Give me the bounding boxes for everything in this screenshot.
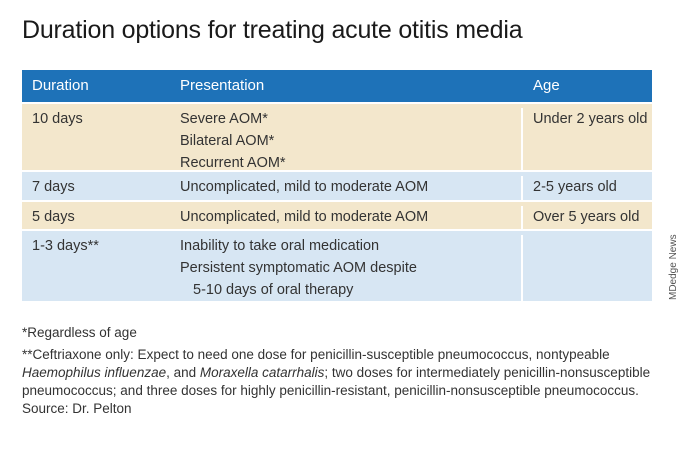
duration-cell: 7 days (32, 179, 75, 195)
age-cell (523, 235, 652, 301)
presentation-line: Recurrent AOM* (180, 155, 286, 171)
presentation-line: 5-10 days of oral therapy (193, 282, 354, 298)
header-age: Age (533, 77, 560, 94)
presentation-line: Severe AOM* (180, 111, 268, 127)
header-duration: Duration (32, 77, 89, 94)
table-header-row (22, 70, 652, 104)
table-row (22, 172, 652, 202)
footnote-text: ; two doses for intermediately penicillin-nonsusceptible pneumococcus; and three doses for highly penicillin-resistant, penicillin-nonsusceptible pneumococcus. (22, 365, 651, 398)
table-row (22, 104, 652, 172)
footnote-regardless-of-age: *Regardless of age (22, 325, 137, 340)
credit-label: MDedge News (668, 234, 679, 300)
footnote-ceftriaxone (22, 346, 662, 400)
age-cell: Over 5 years old (533, 209, 640, 225)
presentation-cell (169, 108, 523, 170)
header-presentation: Presentation (169, 70, 523, 102)
presentation-cell (169, 206, 523, 229)
presentation-line: Uncomplicated, mild to moderate AOM (180, 179, 429, 195)
footnote-text: **Ceftriaxone only: Expect to need one dose for penicillin-susceptible pneumococcus, nontypeable (22, 347, 610, 362)
footnote-organism: Moraxella catarrhalis (199, 365, 325, 380)
table-row (22, 231, 652, 303)
footnote-text: , and (166, 365, 200, 380)
duration-cell: 1-3 days** (32, 238, 99, 254)
duration-cell: 10 days (32, 111, 83, 127)
presentation-cell (169, 235, 523, 301)
presentation-line: Inability to take oral medication (180, 238, 380, 254)
age-cell: Under 2 years old (533, 111, 648, 127)
presentation-cell (169, 176, 523, 200)
page-title: Duration options for treating acute otitis media (22, 16, 523, 44)
presentation-line: Persistent symptomatic AOM despite (180, 260, 417, 276)
presentation-line: Bilateral AOM* (180, 133, 275, 149)
footnotes (22, 324, 662, 418)
age-cell: 2-5 years old (533, 179, 617, 195)
presentation-line: Uncomplicated, mild to moderate AOM (180, 209, 429, 225)
duration-cell: 5 days (32, 209, 75, 225)
source-line: Source: Dr. Pelton (22, 401, 132, 416)
table-row (22, 202, 652, 231)
footnote-organism: Haemophilus influenzae (22, 365, 167, 380)
duration-table (22, 70, 652, 303)
